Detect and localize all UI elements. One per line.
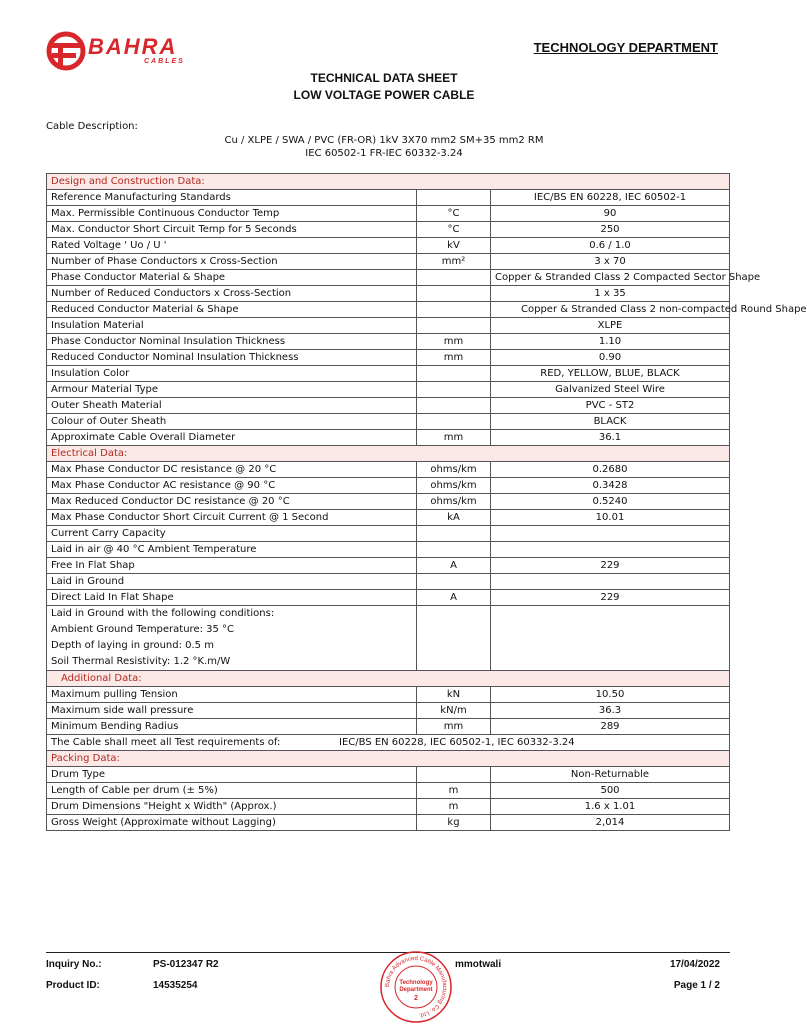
row-value: 289 xyxy=(491,719,730,735)
row-unit xyxy=(417,286,491,302)
test-requirements-value: IEC/BS EN 60228, IEC 60502-1, IEC 60332-3.24 xyxy=(339,737,575,748)
row-label: Armour Material Type xyxy=(47,382,417,398)
row-value xyxy=(491,574,730,590)
row-value: 0.90 xyxy=(491,350,730,366)
section-header-packing xyxy=(47,751,730,767)
inquiry-number: PS-012347 R2 xyxy=(153,959,219,970)
table-row xyxy=(47,494,730,510)
product-id-label: Product ID: xyxy=(46,980,100,991)
table-row xyxy=(47,510,730,526)
row-value: XLPE xyxy=(491,318,730,334)
row-label: Current Carry Capacity xyxy=(47,526,417,542)
row-label: Max Phase Conductor Short Circuit Current @ 1 Second xyxy=(47,510,417,526)
row-unit: mm xyxy=(417,719,491,735)
row-unit: kN xyxy=(417,687,491,703)
row-label: Maximum pulling Tension xyxy=(47,687,417,703)
row-label: Phase Conductor Material & Shape xyxy=(47,270,417,286)
row-label: Reduced Conductor Nominal Insulation Thickness xyxy=(47,350,417,366)
row-label: Drum Type xyxy=(47,767,417,783)
row-label: Laid in Ground xyxy=(47,574,417,590)
test-requirements xyxy=(47,735,730,751)
condition-line: Ambient Ground Temperature: 35 °C xyxy=(51,624,235,635)
row-value: RED, YELLOW, BLUE, BLACK xyxy=(491,366,730,382)
product-id: 14535254 xyxy=(153,980,198,991)
row-unit xyxy=(417,190,491,206)
row-unit: mm xyxy=(417,334,491,350)
section-title: Electrical Data: xyxy=(47,446,730,462)
row-label: Number of Reduced Conductors x Cross-Section xyxy=(47,286,417,302)
stamp-ring-text: Bahra Advanced Cable Manufacturing Co. Ltd. xyxy=(384,955,448,1018)
row-unit: kA xyxy=(417,510,491,526)
row-unit: kg xyxy=(417,815,491,831)
table-row xyxy=(47,783,730,799)
table-row xyxy=(47,414,730,430)
table-row xyxy=(47,366,730,382)
logo-text: BAHRA xyxy=(88,34,178,59)
row-label: Drum Dimensions "Height x Width" (Approx.) xyxy=(47,799,417,815)
logo-mark-icon xyxy=(46,30,90,72)
row-label: Maximum side wall pressure xyxy=(47,703,417,719)
row-value: Copper & Stranded Class 2 non-compacted Round Shape xyxy=(491,302,730,318)
row-unit: kN/m xyxy=(417,703,491,719)
table-row xyxy=(47,815,730,831)
row-value: 1.10 xyxy=(491,334,730,350)
cable-description-line1: Cu / XLPE / SWA / PVC (FR-OR) 1kV 3X70 mm2 SM+35 mm2 RM xyxy=(224,135,544,146)
row-label: Minimum Bending Radius xyxy=(47,719,417,735)
section-title: Design and Construction Data: xyxy=(47,174,730,190)
table-row xyxy=(47,799,730,815)
stamp-line1: Technology xyxy=(399,980,433,986)
table-row xyxy=(47,398,730,414)
row-value: 229 xyxy=(491,590,730,606)
table-row xyxy=(47,318,730,334)
row-unit xyxy=(417,526,491,542)
row-label: Free In Flat Shap xyxy=(47,558,417,574)
row-unit xyxy=(417,767,491,783)
cable-description-label: Cable Description: xyxy=(46,121,138,132)
department-heading: TECHNOLOGY DEPARTMENT xyxy=(533,40,718,55)
row-label: Insulation Material xyxy=(47,318,417,334)
row-value: Galvanized Steel Wire xyxy=(491,382,730,398)
row-label: Max. Permissible Continuous Conductor Temp xyxy=(47,206,417,222)
row-unit: mm xyxy=(417,350,491,366)
row-label: Reference Manufacturing Standards xyxy=(47,190,417,206)
row-value: 36.1 xyxy=(491,430,730,446)
row-unit xyxy=(417,606,491,671)
condition-line: Soil Thermal Resistivity: 1.2 °K.m/W xyxy=(51,656,231,667)
row-unit: A xyxy=(417,590,491,606)
section-header-additional xyxy=(47,671,730,687)
stamp-number: 2 xyxy=(414,995,418,1002)
table-row xyxy=(47,542,730,558)
section-title: Packing Data: xyxy=(47,751,730,767)
row-value: 229 xyxy=(491,558,730,574)
row-unit: A xyxy=(417,558,491,574)
company-logo xyxy=(46,30,216,72)
table-row xyxy=(47,286,730,302)
row-value xyxy=(491,606,730,671)
row-label: Length of Cable per drum (± 5%) xyxy=(47,783,417,799)
row-unit xyxy=(417,366,491,382)
table-row xyxy=(47,526,730,542)
row-unit: mm² xyxy=(417,254,491,270)
test-requirements-row xyxy=(47,735,730,751)
row-value: 10.50 xyxy=(491,687,730,703)
row-value xyxy=(491,526,730,542)
row-label: Direct Laid In Flat Shape xyxy=(47,590,417,606)
row-unit: kV xyxy=(417,238,491,254)
row-unit xyxy=(417,398,491,414)
table-row xyxy=(47,719,730,735)
cable-description-line2: IEC 60502-1 FR-IEC 60332-3.24 xyxy=(305,148,463,159)
row-unit: ohms/km xyxy=(417,478,491,494)
table-row xyxy=(47,558,730,574)
row-unit xyxy=(417,318,491,334)
logo-subtext: CABLES xyxy=(144,58,185,65)
row-value: 0.3428 xyxy=(491,478,730,494)
department-stamp xyxy=(379,950,453,1024)
row-value: 2,014 xyxy=(491,815,730,831)
row-label: Number of Phase Conductors x Cross-Section xyxy=(47,254,417,270)
data-sheet-table xyxy=(46,173,807,831)
stamp-line2: Department xyxy=(399,987,433,993)
document-subtitle: LOW VOLTAGE POWER CABLE xyxy=(293,88,475,102)
row-value: 90 xyxy=(491,206,730,222)
table-row xyxy=(47,590,730,606)
row-value: 0.2680 xyxy=(491,462,730,478)
row-unit: mm xyxy=(417,430,491,446)
row-unit: m xyxy=(417,783,491,799)
row-value: 36.3 xyxy=(491,703,730,719)
section-header-electrical xyxy=(47,446,730,462)
row-label: Colour of Outer Sheath xyxy=(47,414,417,430)
row-value: 0.6 / 1.0 xyxy=(491,238,730,254)
document-title: TECHNICAL DATA SHEET xyxy=(310,71,458,85)
row-value: 1 x 35 xyxy=(491,286,730,302)
table-row xyxy=(47,606,730,671)
row-value: PVC - ST2 xyxy=(491,398,730,414)
section-header-design xyxy=(47,174,730,190)
test-requirements-label: The Cable shall meet all Test requirements of: xyxy=(51,737,281,748)
row-label: Rated Voltage ' Uo / U ' xyxy=(47,238,417,254)
table-row xyxy=(47,238,730,254)
row-label: Insulation Color xyxy=(47,366,417,382)
row-unit: ohms/km xyxy=(417,494,491,510)
row-unit xyxy=(417,382,491,398)
condition-line: Depth of laying in ground: 0.5 m xyxy=(51,640,214,651)
table-row xyxy=(47,190,730,206)
table-row xyxy=(47,270,730,286)
table-row xyxy=(47,574,730,590)
section-title: Additional Data: xyxy=(47,671,730,687)
row-label: Laid in air @ 40 °C Ambient Temperature xyxy=(47,542,417,558)
stamp-seal-icon xyxy=(379,950,453,1024)
table-row xyxy=(47,767,730,783)
row-label: Max Reduced Conductor DC resistance @ 20 °C xyxy=(47,494,417,510)
table-row xyxy=(47,382,730,398)
row-label: Approximate Cable Overall Diameter xyxy=(47,430,417,446)
row-label: Max Phase Conductor AC resistance @ 90 °C xyxy=(47,478,417,494)
row-label: Max Phase Conductor DC resistance @ 20 °C xyxy=(47,462,417,478)
row-unit: m xyxy=(417,799,491,815)
table-row xyxy=(47,687,730,703)
ground-conditions xyxy=(47,606,417,671)
row-unit xyxy=(417,414,491,430)
row-value: 250 xyxy=(491,222,730,238)
row-label: Outer Sheath Material xyxy=(47,398,417,414)
row-value: IEC/BS EN 60228, IEC 60502-1 xyxy=(491,190,730,206)
row-unit: °C xyxy=(417,222,491,238)
table-row xyxy=(47,478,730,494)
inquiry-label: Inquiry No.: xyxy=(46,959,102,970)
row-unit xyxy=(417,302,491,318)
page-number: Page 1 / 2 xyxy=(673,980,720,991)
row-unit xyxy=(417,574,491,590)
table-row xyxy=(47,430,730,446)
table-row xyxy=(47,350,730,366)
condition-line: Laid in Ground with the following conditions: xyxy=(51,608,275,619)
row-value: 500 xyxy=(491,783,730,799)
row-value: 3 x 70 xyxy=(491,254,730,270)
row-value: 10.01 xyxy=(491,510,730,526)
row-label: Max. Conductor Short Circuit Temp for 5 Seconds xyxy=(47,222,417,238)
row-label: Phase Conductor Nominal Insulation Thickness xyxy=(47,334,417,350)
document-date: 17/04/2022 xyxy=(669,959,720,970)
row-value: 0.5240 xyxy=(491,494,730,510)
row-value: Non-Returnable xyxy=(491,767,730,783)
table-row xyxy=(47,334,730,350)
table-row xyxy=(47,703,730,719)
table-row xyxy=(47,462,730,478)
row-label: Gross Weight (Approximate without Lagging) xyxy=(47,815,417,831)
row-unit xyxy=(417,270,491,286)
row-unit: ohms/km xyxy=(417,462,491,478)
row-label: Reduced Conductor Material & Shape xyxy=(47,302,417,318)
table-row xyxy=(47,206,730,222)
row-unit xyxy=(417,542,491,558)
prepared-by: mmotwali xyxy=(455,959,502,970)
table-row xyxy=(47,222,730,238)
row-value xyxy=(491,542,730,558)
table-row xyxy=(47,254,730,270)
row-value: BLACK xyxy=(491,414,730,430)
table-row xyxy=(47,302,730,318)
row-unit: °C xyxy=(417,206,491,222)
row-value: Copper & Stranded Class 2 Compacted Sector Shape xyxy=(491,270,730,286)
row-value: 1.6 x 1.01 xyxy=(491,799,730,815)
